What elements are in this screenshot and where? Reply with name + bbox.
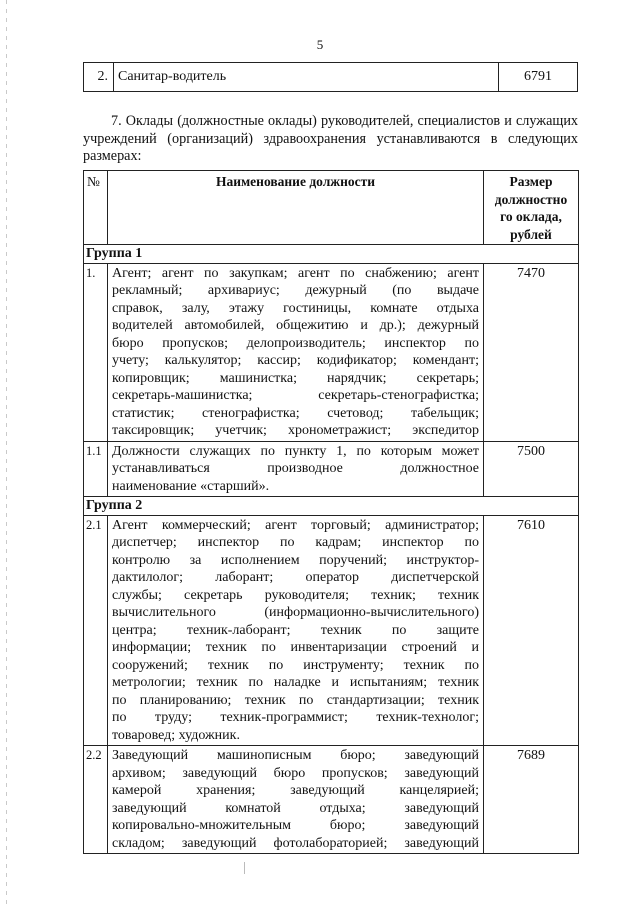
scan-mark [244, 862, 245, 874]
scan-edge [6, 0, 7, 905]
salary-amount: 7500 [484, 441, 579, 497]
position-list: Должности служащих по пункту 1, по которым может устанавливаться производное должностное наименование «старший». [108, 441, 484, 497]
header-name: Наименование должности [108, 171, 484, 245]
position-list: Заведующий машинописным бюро; заведующий архивом; заведующий бюро пропусков; заведующий камерой хранения; заведующий канцелярией; заведующий комнатой отдыха; заведующий копировально-множительным бюро; заведующий складом; заведующий фотолабораторией; заведующий [108, 746, 484, 854]
position-list: Агент коммерческий; агент торговый; администратор; диспетчер; инспектор по кадрам; инспектор по контролю за исполнением поручений; инструктор- дактилолог; лаборант; оператор диспетчерской службы; секретарь руководителя; техник; техник вычислительного (информационно-вычислительного) центра; техник-лаборант; техник по защите информации; техник по инвентаризации строений и сооружений; техник по инструменту; техник по метрологии; техник по наладке и испытаниям; техник по планированию; техник по стандартизации; техник по труду; техник-программист; техник-технолог; товаровед; художник. [108, 515, 484, 746]
row-number: 2.2 [84, 746, 108, 854]
top-table [83, 62, 578, 92]
table-row [84, 441, 579, 497]
group-row [84, 497, 579, 516]
page-number: 5 [316, 37, 324, 52]
row-number: 1. [84, 263, 108, 441]
salary-amount: 7610 [484, 515, 579, 746]
row-number: 2.1 [84, 515, 108, 746]
salary-amount: 7689 [484, 746, 579, 854]
table-row [84, 63, 578, 92]
paragraph-text: 7. Оклады (должностные оклады) руководителей, специалистов и служащих учреждений (организаций) здравоохранения устанавливаются в следующих размерах: [83, 113, 578, 164]
position-name: Санитар-водитель [114, 63, 499, 92]
table-row [84, 746, 579, 854]
table-row [84, 263, 579, 441]
group-label: Группа 2 [84, 497, 579, 516]
salary-table [83, 170, 579, 854]
table-row [84, 515, 579, 746]
paragraph-7 [83, 113, 578, 166]
header-amount: Размер должностно го оклада, рублей [484, 171, 579, 245]
salary-amount: 6791 [499, 63, 578, 92]
group-label: Группа 1 [84, 245, 579, 264]
header-number: № [84, 171, 108, 245]
position-list: Агент; агент по закупкам; агент по снабжению; агент рекламный; архивариус; дежурный (по выдаче справок, залу, этажу гостиницы, комнате отдыха водителей автомобилей, общежитию и др.); дежурный бюро пропусков; делопроизводитель; инспектор по учету; калькулятор; кассир; кодификатор; комендант; копировщик; машинистка; нарядчик; секретарь; секретарь-машинистка; секретарь-стенографистка; статистик; стенографистка; счетовод; табельщик; таксировщик; учетчик; хронометражист; экспедитор [108, 263, 484, 441]
salary-amount: 7470 [484, 263, 579, 441]
group-row [84, 245, 579, 264]
row-number: 1.1 [84, 441, 108, 497]
table-header [84, 171, 579, 245]
row-number: 2. [84, 63, 114, 92]
